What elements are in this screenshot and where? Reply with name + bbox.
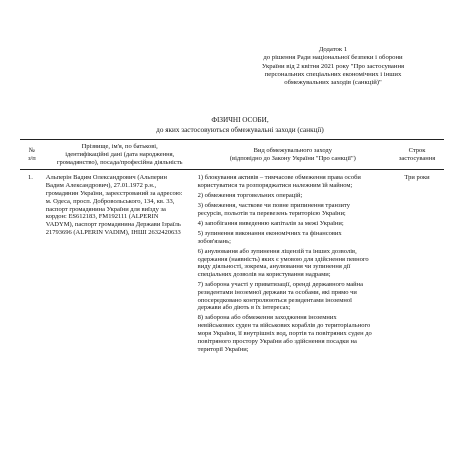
- person-line: Альперін Вадим Олександрович (Альперин: [45, 174, 167, 182]
- sanction-item: 2) обмеження торговельних операцій;: [197, 192, 303, 200]
- sanction-item: 7) заборона участі у приватизації, оренді державного майна резидентами іноземної держави та особами, які прямо чи опосередковано контролюються резидентами іноземної держави або діють в їх інтересах;: [197, 281, 364, 312]
- appendix-note: [258, 46, 408, 87]
- document-subtitle: до яких застосовуються обмежувальні заходи (санкції): [156, 126, 324, 134]
- header-number: № з/п: [20, 140, 44, 170]
- person-line: кордон: ЕS612183, FM192111 (ALPERIN: [45, 213, 159, 221]
- person-details: [44, 170, 196, 356]
- sanction-list: [196, 170, 390, 356]
- document-title: ФІЗИЧНІ ОСОБИ,: [211, 116, 269, 124]
- person-line: 21793696 (ALPERIN VADIM), ІНШІ 2632420633: [45, 228, 181, 236]
- person-line: громадянин України, зареєстрований за адресою:: [45, 189, 183, 197]
- sanctions-table: [20, 139, 444, 356]
- header-term: Строк застосування: [390, 140, 444, 170]
- sanction-item: 8) заборона або обмеження заходження іноземних невійськових суден та військових кораблів до територіального моря України, її внутрішніх вод, портів та повітряних суден до повітряного простору України або здійснення посадки на території України;: [197, 314, 372, 353]
- appendix-line: України від 2 квітня 2021 року "Про застосування: [261, 62, 405, 70]
- sanction-item: 4) запобігання виведенню капіталів за межі України;: [197, 219, 344, 227]
- sanction-term: Три роки: [404, 174, 430, 182]
- header-person: Прізвище, ім'я, по батькові, ідентифікаційні дані (дата народження, громадянство), посада/професійна діяльність: [44, 140, 196, 170]
- person-line: Вадим Александрович), 27.01.1972 р.н.,: [45, 182, 157, 190]
- sanction-item: 6) анулювання або зупинення ліцензій та інших дозволів, одержання (наявність) яких є умовою для здійснення певного виду діяльності, зокрема, анулювання чи зупинення дії спеціальних дозволів на користування надрами;: [197, 247, 369, 279]
- header-sanction-kind: Вид обмежувального заходу (відповідно до Закону України "Про санкції"): [196, 140, 390, 170]
- table-header-row: [20, 140, 444, 170]
- person-line: паспорт громадянина України для виїзду за: [45, 205, 166, 213]
- appendix-line: Додаток 1: [318, 46, 348, 53]
- row-number: 1.: [28, 174, 33, 182]
- table-row: [20, 170, 444, 356]
- sanction-item: 1) блокування активів – тимчасове обмеження права особи користуватися та розпоряджатися належним їй майном;: [197, 174, 361, 190]
- sanction-item: 5) зупинення виконання економічних та фінансових зобов'язань;: [197, 229, 342, 245]
- person-line: VADYM), паспорт громадянина Держави Ізраїль: [45, 221, 181, 229]
- sanction-item: 3) обмеження, часткове чи повне припинення транзиту ресурсів, польотів та перевезень територією України;: [197, 202, 351, 217]
- appendix-line: персональних спеціальних економічних і інших: [264, 70, 402, 78]
- person-line: м. Одеса, просп. Добровольського, 134, кв. 33,: [45, 197, 175, 205]
- appendix-line: до рішення Ради національної безпеки і оборони: [263, 54, 403, 62]
- appendix-line: обмежувальних заходів (санкцій)": [284, 79, 382, 87]
